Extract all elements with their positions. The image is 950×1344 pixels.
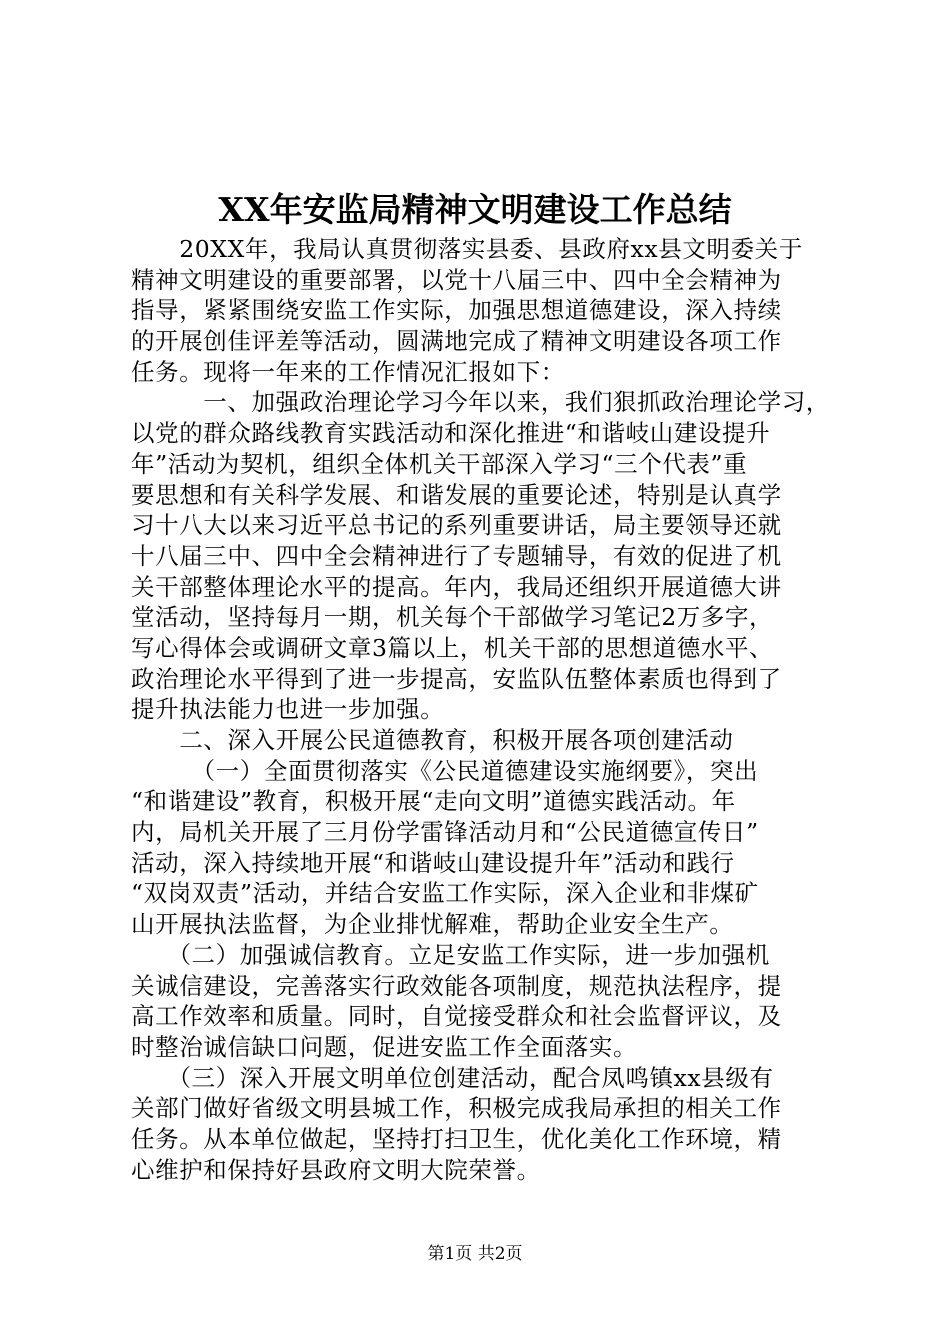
body-line: 任务。现将一年来的工作情况汇报如下： [131, 357, 565, 386]
body-line: 高工作效率和质量。同时，自觉接受群众和社会监督评议，及 [131, 1002, 782, 1031]
body-line: 心维护和保持好县政府文明大院荣誉。 [131, 1155, 541, 1184]
body-line: 任务。从本单位做起，坚持打扫卫生，优化美化工作环境，精 [131, 1124, 782, 1153]
body-line: 关诚信建设，完善落实行政效能各项制度，规范执法程序，提 [131, 971, 782, 1000]
body-line: 20XX年，我局认真贯彻落实县委、县政府xx县文明委关于 [131, 235, 803, 263]
document-title: XX年安监局精神文明建设工作总结 [218, 190, 732, 229]
body-line: 关部门做好省级文明县城工作，积极完成我局承担的相关工作 [131, 1094, 782, 1123]
body-line: 提升执法能力也进一步加强。 [131, 695, 445, 724]
body-line: 十八届三中、四中全会精神进行了专题辅导，有效的促进了机 [131, 541, 782, 570]
body-line: 指导，紧紧围绕安监工作实际，加强思想道德建设，深入持续 [131, 296, 782, 325]
body-line: 活动，深入持续地开展“和谐岐山建设提升年”活动和践行 [131, 848, 735, 877]
body-line: 以党的群众路线教育实践活动和深化推进“和谐岐山建设提升 [131, 419, 771, 448]
body-line: 习十八大以来习近平总书记的系列重要讲话，局主要领导还就 [131, 511, 782, 540]
document-body [131, 234, 831, 1185]
body-line: 二、深入开展公民道德教育，积极开展各项创建活动 [131, 726, 734, 754]
body-line: 写心得体会或调研文章3篇以上，机关干部的思想道德水平、 [131, 633, 774, 662]
body-line: （一）全面贯彻落实《公民道德建设实施纲要》，突出 [131, 756, 759, 785]
body-line: 要思想和有关科学发展、和谐发展的重要论述，特别是认真学 [131, 480, 782, 509]
body-line: （二）加强诚信教育。立足安监工作实际，进一步加强机 [131, 940, 770, 969]
body-line: （三）深入开展文明单位创建活动，配合凤鸣镇xx县级有 [131, 1063, 774, 1092]
body-line: 政治理论水平得到了进一步提高，安监队伍整体素质也得到了 [131, 664, 782, 693]
body-line: “双岗双责”活动，并结合安监工作实际，深入企业和非煤矿 [131, 879, 759, 908]
body-line: 关干部整体理论水平的提高。年内，我局还组织开展道德大讲 [131, 572, 782, 601]
body-line: 时整治诚信缺口问题，促进安监工作全面落实。 [131, 1032, 638, 1061]
body-line: 堂活动，坚持每月一期，机关每个干部做学习笔记2万多字， [131, 603, 774, 632]
body-line: “和谐建设”教育，积极开展“走向文明”道德实践活动。年 [131, 787, 736, 816]
body-line: 一、加强政治理论学习今年以来，我们狠抓政治理论学习， [131, 388, 830, 417]
body-line: 年”活动为契机，组织全体机关干部深入学习“三个代表”重 [131, 449, 748, 478]
body-line: 山开展执法监督，为企业排忧解难，帮助企业安全生产。 [131, 910, 734, 939]
body-line: 内，局机关开展了三月份学雷锋活动月和“公民道德宣传日” [131, 818, 759, 847]
body-line: 精神文明建设的重要部署，以党十八届三中、四中全会精神为 [131, 265, 782, 294]
body-line: 的开展创佳评差等活动，圆满地完成了精神文明建设各项工作 [131, 327, 782, 356]
page-footer: 第1页 共2页 [427, 1244, 523, 1264]
